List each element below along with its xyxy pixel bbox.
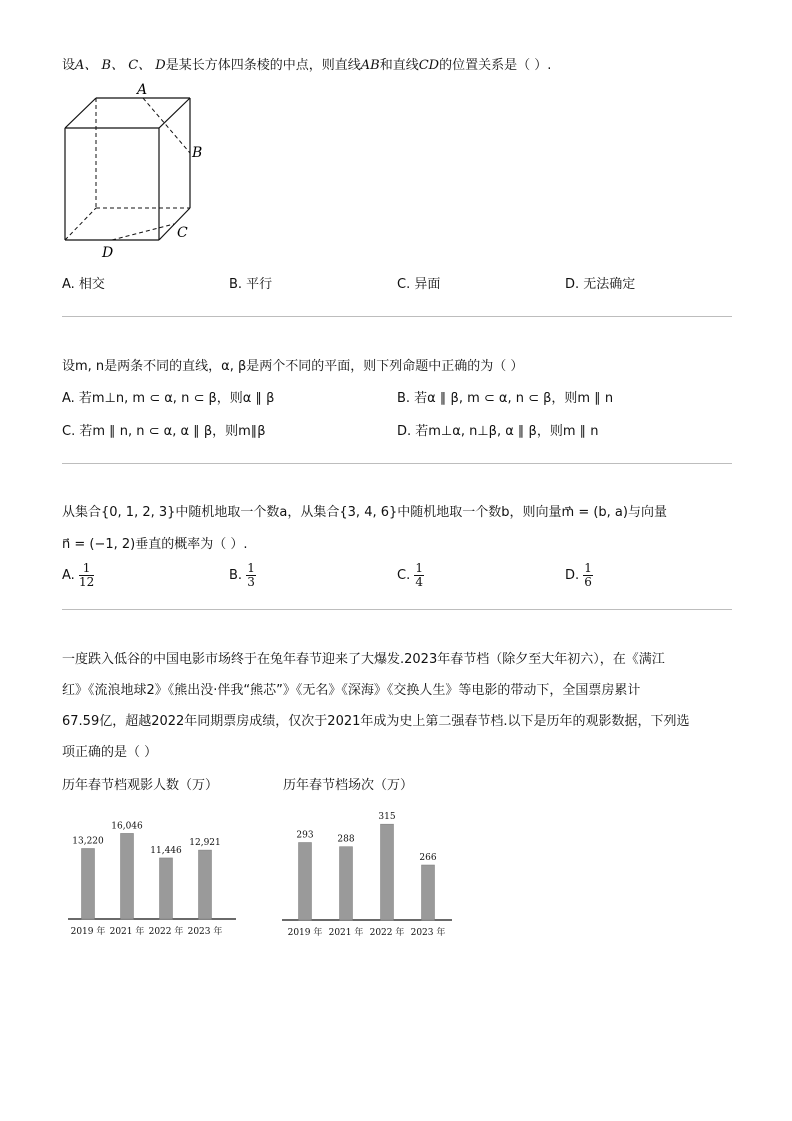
q1-stem-points: A、 B、 C、 D — [75, 58, 166, 73]
q1-stem-ab: AB — [360, 58, 380, 73]
q4-line-3: 67.59亿，超越2022年同期票房成绩，仅次于2021年成为史上第二强春节档.以下是历年的观影数据，下列选 — [62, 714, 690, 729]
hidden-edge — [65, 208, 96, 240]
tick-label: 2019 年 — [70, 927, 106, 937]
bar — [82, 848, 95, 919]
chart-2-title: 历年春节档场次（万） — [283, 778, 414, 793]
data-label: 13,220 — [72, 836, 104, 847]
bar — [422, 865, 435, 920]
tick-label: 2022 年 — [369, 928, 405, 938]
chart-screenings — [277, 800, 462, 944]
q2-option-a: A. 若m⊥n, m ⊂ α, n ⊂ β，则α ∥ β — [62, 391, 275, 406]
q3-option-a — [62, 562, 94, 589]
tick-label: 2023 年 — [410, 928, 446, 938]
denominator: 4 — [415, 575, 423, 589]
label-d: D — [102, 245, 114, 260]
cuboid-figure — [58, 80, 218, 260]
segment-ab — [143, 98, 190, 153]
fraction — [583, 562, 593, 589]
chart-attendance — [60, 808, 250, 944]
q1-stem-pre: 设 — [62, 58, 76, 73]
option-label: A. — [62, 567, 75, 583]
q3-option-c — [397, 562, 424, 589]
q2-option-b: B. 若α ∥ β, m ⊂ α, n ⊂ β，则m ∥ n — [397, 391, 614, 406]
denominator: 3 — [247, 575, 255, 589]
fraction — [79, 562, 94, 589]
q3-line-2: n⃗ = (−1, 2)垂直的概率为（ ）. — [62, 537, 248, 552]
q3-option-b — [229, 562, 256, 589]
data-label: 12,921 — [189, 838, 221, 849]
bar — [299, 843, 312, 921]
numerator: 1 — [584, 561, 592, 575]
label-c: C — [177, 225, 188, 241]
q1-stem-and: 和直线 — [379, 58, 419, 73]
divider — [62, 609, 732, 610]
q1-stem — [62, 57, 551, 75]
divider — [62, 463, 732, 464]
numerator: 1 — [79, 562, 94, 576]
q1-option-a: A. 相交 — [62, 277, 105, 292]
q2-option-c: C. 若m ∥ n, n ⊂ α, α ∥ β，则m∥β — [62, 424, 266, 439]
data-label: 266 — [419, 853, 437, 863]
numerator: 1 — [247, 561, 255, 575]
q1-stem-mid: 是某长方体四条棱的中点，则直线 — [165, 58, 361, 73]
fraction — [414, 562, 424, 589]
bar — [199, 850, 212, 919]
q1-option-b: B. 平行 — [229, 277, 273, 292]
bar — [121, 833, 134, 919]
option-label: B. — [229, 567, 243, 583]
option-label: C. — [397, 567, 411, 583]
q1-option-c: C. 异面 — [397, 277, 441, 292]
denominator: 6 — [584, 575, 592, 589]
q4-line-4: 项正确的是（ ） — [62, 745, 158, 760]
data-label: 293 — [296, 830, 314, 841]
option-label: D. — [565, 567, 580, 583]
edge — [65, 98, 96, 128]
bar — [340, 847, 353, 920]
q3-line-1: 从集合{0, 1, 2, 3}中随机地取一个数a，从集合{3, 4, 6}中随机地取一个数b，则向量m⃗ = (b, a)与向量 — [62, 505, 667, 520]
q1-stem-post: 的位置关系是（ ）. — [439, 58, 552, 73]
label-a: A — [137, 82, 148, 98]
tick-label: 2021 年 — [109, 927, 145, 937]
segment-cd — [112, 224, 174, 240]
q3-option-d — [565, 562, 593, 589]
denominator: 12 — [78, 575, 95, 589]
tick-label: 2019 年 — [287, 928, 323, 938]
data-label: 11,446 — [150, 845, 182, 856]
bar — [160, 858, 173, 919]
q4-line-2: 红》《流浪地球2》《熊出没·伴我“熊芯”》《无名》《深海》《交换人生》等电影的带动下，全国票房累计 — [62, 683, 641, 698]
tick-label: 2021 年 — [328, 928, 364, 938]
q4-line-1: 一度跌入低谷的中国电影市场终于在兔年春节迎来了大爆发.2023年春节档（除夕至大年初六），在《满江 — [62, 652, 665, 667]
bar — [381, 824, 394, 920]
edge — [159, 98, 190, 128]
numerator: 1 — [415, 561, 423, 575]
tick-label: 2022 年 — [148, 927, 184, 937]
fraction — [246, 562, 256, 589]
label-b: B — [192, 145, 203, 161]
q2-option-d: D. 若m⊥α, n⊥β, α ∥ β，则m ∥ n — [397, 424, 599, 439]
divider — [62, 316, 732, 317]
q1-option-d: D. 无法确定 — [565, 277, 636, 292]
data-label: 288 — [337, 834, 355, 845]
tick-label: 2023 年 — [187, 927, 223, 937]
chart-1-title: 历年春节档观影人数（万） — [62, 778, 219, 793]
data-label: 315 — [378, 812, 396, 823]
data-label: 16,046 — [111, 821, 143, 832]
q2-stem: 设m, n是两条不同的直线，α, β是两个不同的平面，则下列命题中正确的为（ ） — [62, 359, 524, 374]
q1-stem-cd: CD — [418, 58, 440, 73]
